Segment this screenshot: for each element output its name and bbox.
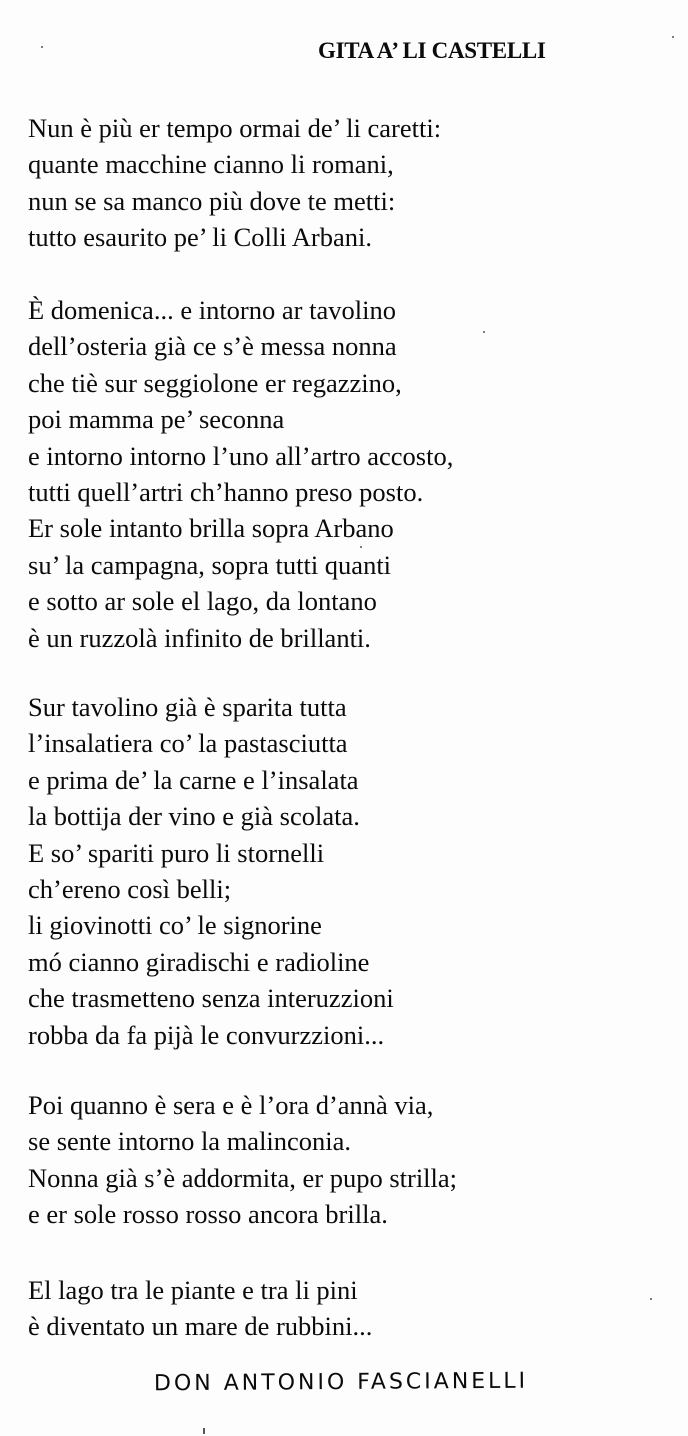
verse-line: Poi quanno è sera e è l’ora d’annà via, bbox=[28, 1090, 434, 1120]
verse-line: tutto esaurito pe’ li Colli Arbani. bbox=[28, 222, 372, 253]
scan-speck bbox=[203, 1428, 205, 1434]
verse-line: ch’ereno così belli; bbox=[28, 873, 232, 904]
scan-speck bbox=[41, 46, 43, 48]
verse-line: robba da fa pijà le convurzzioni... bbox=[28, 1019, 385, 1050]
verse-line: e er sole rosso rosso ancora brilla. bbox=[28, 1199, 388, 1230]
verse-line: E so’ spariti puro li stornelli bbox=[28, 837, 325, 868]
verse-line: se sente intorno la malinconia. bbox=[28, 1126, 352, 1157]
scan-speck bbox=[650, 1298, 652, 1300]
verse-line: quante macchine cianno li romani, bbox=[28, 149, 394, 180]
verse-line: tutti quell’artri ch’hanno preso posto. bbox=[28, 476, 424, 507]
verse-line: Er sole intanto brilla sopra Arbano bbox=[28, 513, 394, 544]
verse-line: e sotto ar sole el lago, da lontano bbox=[28, 586, 377, 617]
verse-line: è diventato un mare de rubbini... bbox=[28, 1311, 373, 1342]
scan-speck bbox=[483, 331, 485, 333]
verse-line: che trasmetteno senza interuzzioni bbox=[28, 983, 394, 1014]
stanza bbox=[28, 689, 394, 1053]
verse-line: dell’osteria già ce s’è messa nonna bbox=[28, 331, 397, 362]
scan-speck bbox=[672, 36, 674, 38]
verse-line: su’ la campagna, sopra tutti quanti bbox=[28, 549, 392, 580]
author-signature: DON ANTONIO FASCIANELLI bbox=[153, 1368, 529, 1397]
stanza bbox=[28, 1272, 372, 1345]
verse-line: Nonna già s’è addormita, er pupo strilla; bbox=[28, 1162, 458, 1193]
verse-line: li giovinotti co’ le signorine bbox=[28, 910, 322, 941]
verse-line: è un ruzzolà infinito de brillanti. bbox=[28, 622, 371, 653]
verse-line: Sur tavolino già è sparita tutta bbox=[28, 692, 347, 722]
verse-line: mó cianno giradischi e radioline bbox=[28, 946, 370, 977]
verse-line: El lago tra le piante e tra li pini bbox=[28, 1275, 358, 1305]
verse-line: È domenica... e intorno ar tavolino bbox=[28, 295, 396, 325]
stanza bbox=[28, 110, 441, 256]
verse-line: e prima de’ la carne e l’insalata bbox=[28, 764, 359, 795]
verse-line: l’insalatiera co’ la pastasciutta bbox=[28, 728, 348, 759]
verse-line: che tiè sur seggiolone er regazzino, bbox=[28, 367, 402, 398]
verse-line: nun se sa manco più dove te metti: bbox=[28, 185, 396, 216]
verse-line: la bottija der vino e già scolata. bbox=[28, 801, 360, 832]
poem-title: GITA A’ LI CASTELLI bbox=[318, 38, 546, 63]
verse-line: e intorno intorno l’uno all’artro accosto, bbox=[28, 440, 454, 471]
verse-line: poi mamma pe’ seconna bbox=[28, 404, 285, 435]
stanza bbox=[28, 292, 453, 656]
verse-line: Nun è più er tempo ormai de’ li caretti: bbox=[28, 113, 442, 143]
stanza bbox=[28, 1087, 457, 1233]
scan-speck bbox=[360, 546, 362, 548]
